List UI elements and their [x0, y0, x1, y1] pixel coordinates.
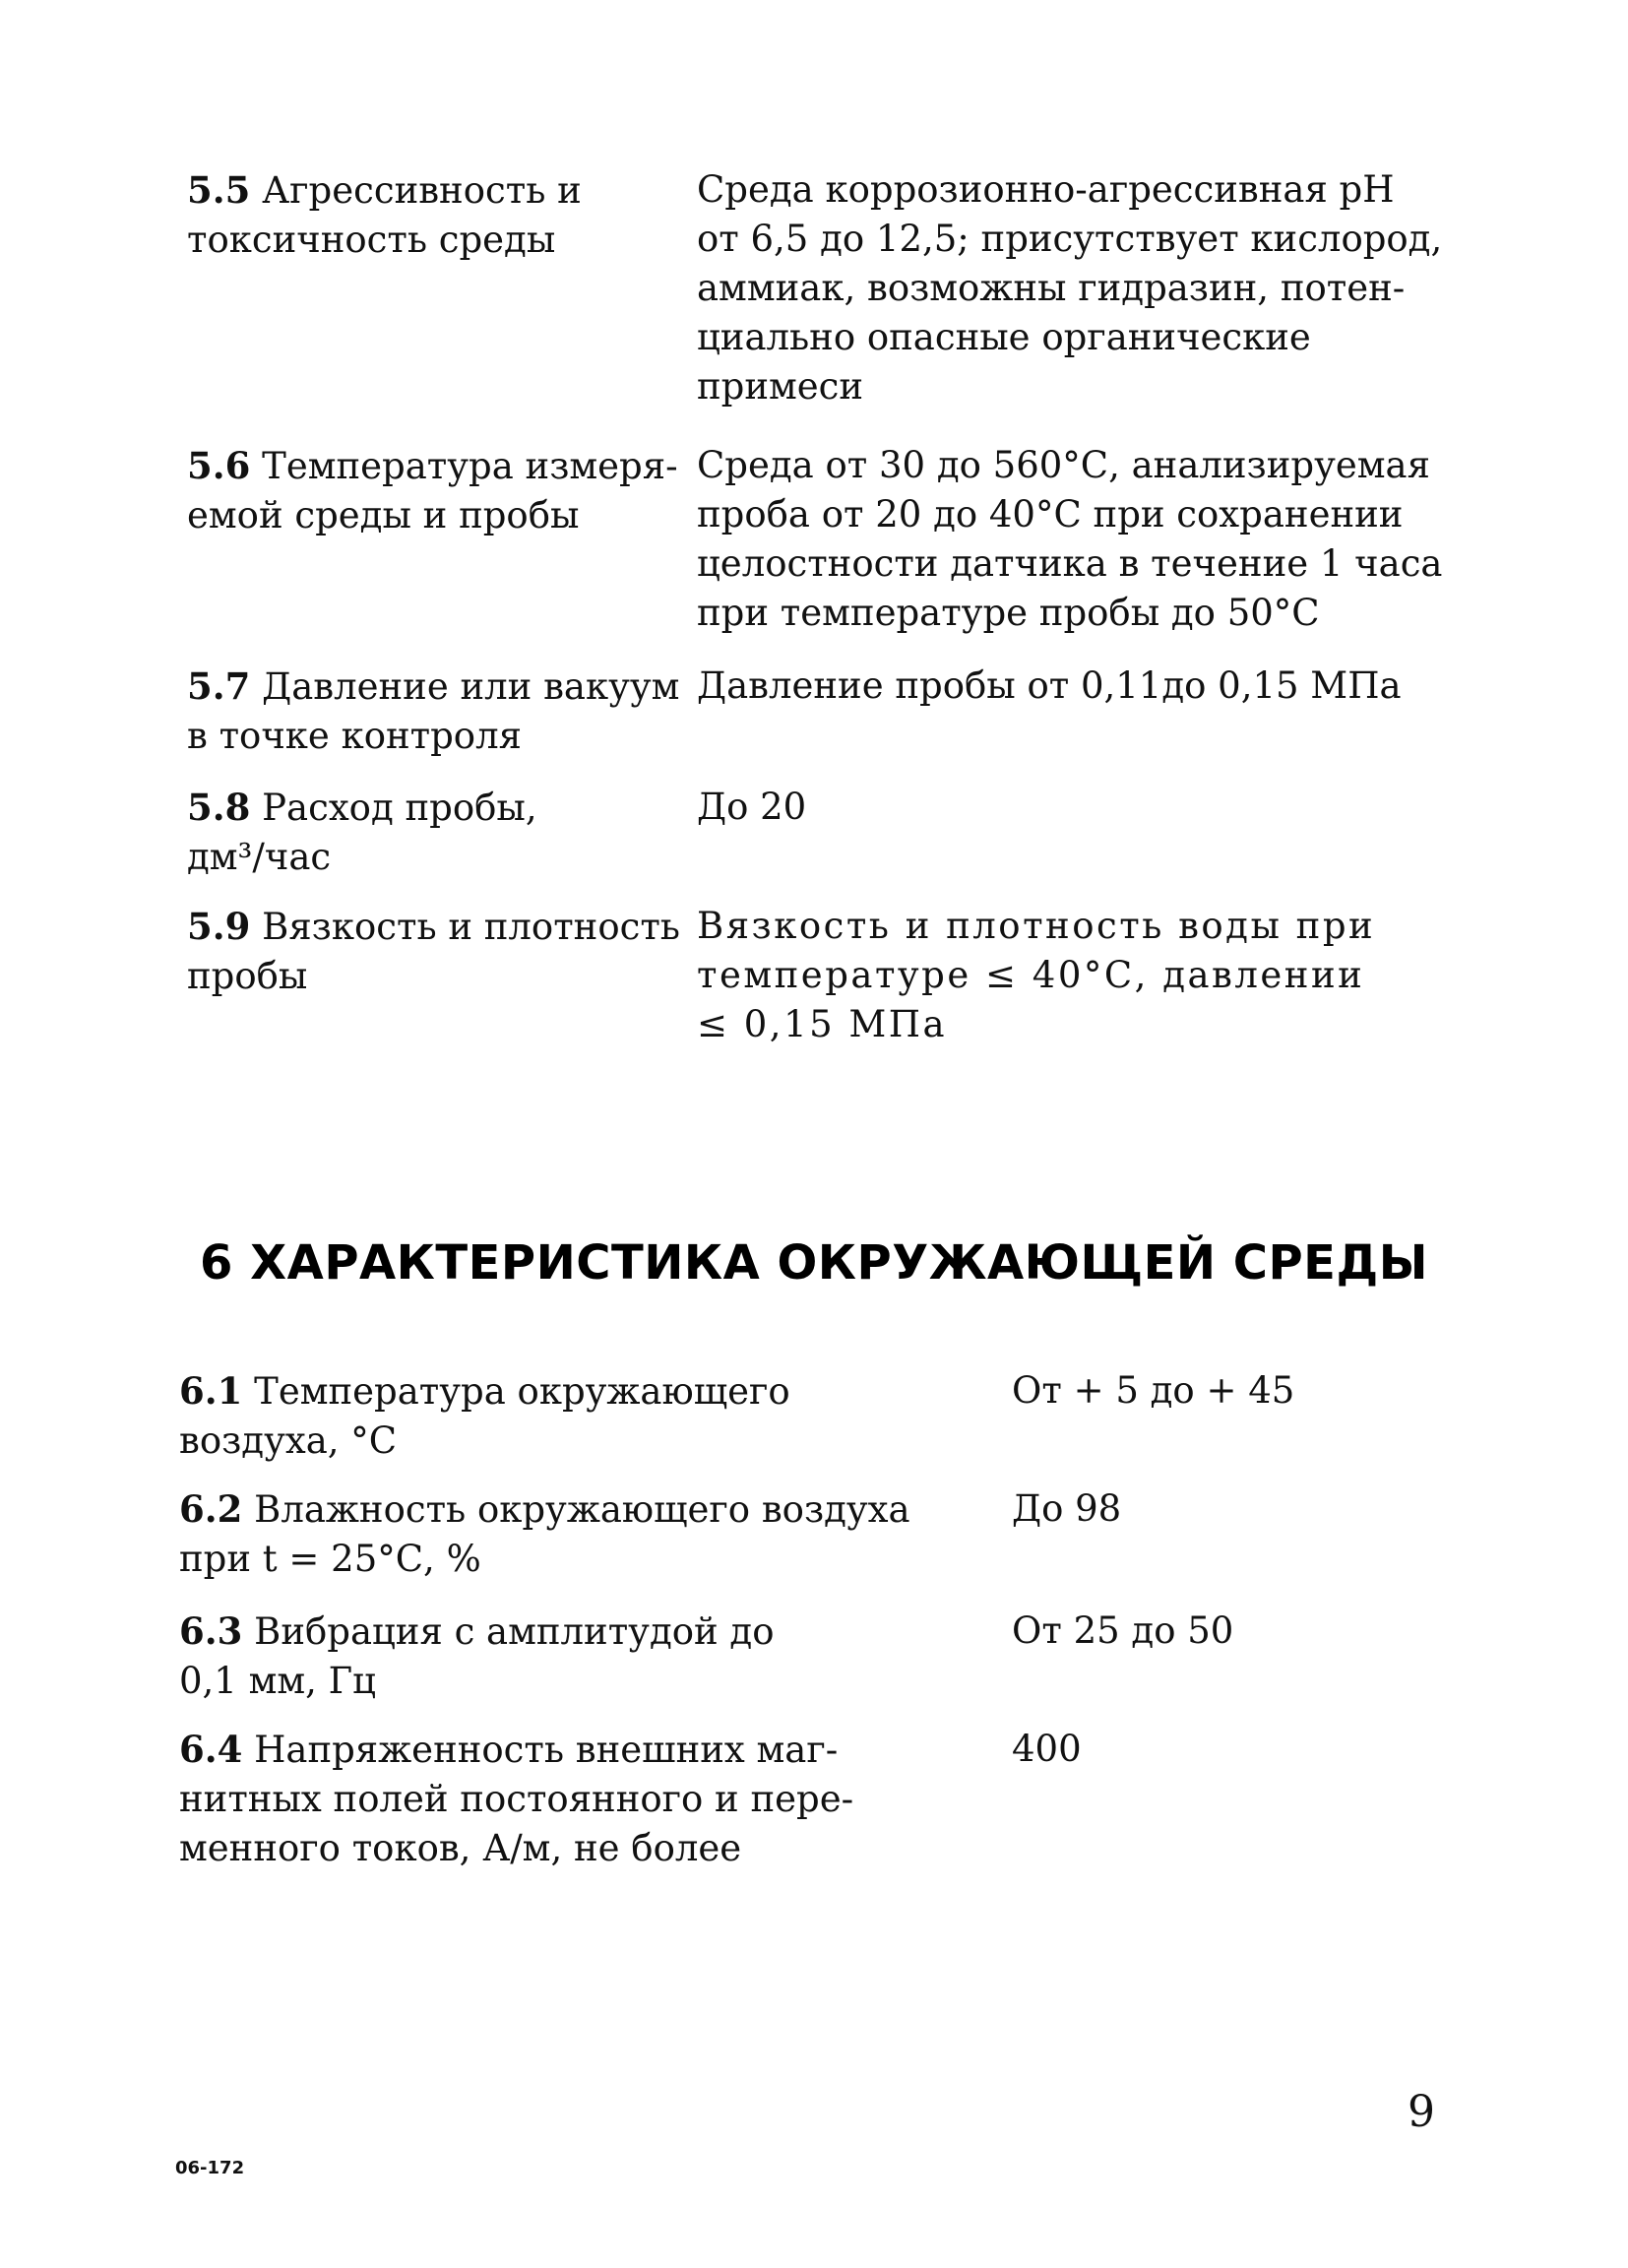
spec-label [179, 1606, 986, 1706]
spec-label [187, 165, 679, 265]
spec-value [1012, 1484, 1504, 1534]
spec-label-line: воздуха, °С [179, 1419, 398, 1462]
spec-value-line: ≤ 0,15 МПа [697, 1003, 948, 1045]
spec-label-line: Влажность окружающего воздуха [242, 1488, 910, 1531]
spec-value [697, 662, 1484, 711]
spec-value-line: От + 5 до + 45 [1012, 1369, 1295, 1412]
spec-number: 6.4 [179, 1728, 243, 1771]
spec-label [187, 783, 679, 882]
spec-value-line: примеси [697, 365, 864, 408]
spec-label [187, 441, 679, 540]
spec-number: 6.1 [179, 1369, 243, 1413]
spec-label [179, 1484, 986, 1584]
spec-value [697, 165, 1484, 411]
spec-value-line: Вязкость и плотность воды при [697, 905, 1376, 947]
spec-label-line: в точке контроля [187, 715, 522, 757]
spec-label-line: при t = 25°С, % [179, 1538, 481, 1580]
spec-label [179, 1725, 986, 1873]
spec-label-line: Вязкость и плотность [250, 906, 680, 948]
spec-value [1012, 1366, 1504, 1416]
document-code: 06-172 [175, 2158, 245, 2178]
spec-value-line: проба от 20 до 40°С при сохранении [697, 493, 1404, 536]
spec-value-line: Среда от 30 до 560°С, анализируемая [697, 444, 1430, 486]
spec-label-line: Напряженность внешних маг- [242, 1729, 839, 1771]
page-number: 9 [1408, 2087, 1435, 2137]
spec-value-line: До 98 [1012, 1487, 1122, 1530]
spec-label-line: Температура измеря- [250, 445, 678, 487]
spec-label [187, 902, 679, 1001]
spec-value-line: От 25 до 50 [1012, 1609, 1234, 1652]
spec-value-line: при температуре пробы до 50°С [697, 592, 1320, 634]
spec-number: 6.2 [179, 1487, 243, 1531]
spec-value-line: 400 [1012, 1728, 1082, 1770]
spec-label-line: менного токов, А/м, не более [179, 1827, 742, 1869]
spec-label-line: емой среды и пробы [187, 494, 580, 536]
spec-label-line: Температура окружающего [242, 1370, 790, 1413]
section-heading: 6 ХАРАКТЕРИСТИКА ОКРУЖАЮЩЕЙ СРЕДЫ [200, 1235, 1428, 1291]
spec-value-line: циально опасные органические [697, 316, 1311, 358]
spec-number: 5.5 [187, 168, 251, 212]
spec-number: 5.9 [187, 905, 251, 948]
spec-value [1012, 1725, 1504, 1774]
spec-label-line: Вибрация с амплитудой до [242, 1610, 775, 1653]
spec-value [697, 441, 1484, 638]
spec-label-line: Расход пробы, [250, 787, 537, 829]
spec-value-line: от 6,5 до 12,5; присутствует кислород, [697, 218, 1443, 260]
spec-label [179, 1366, 986, 1466]
spec-label-line: токсичность среды [187, 219, 556, 261]
spec-number: 5.6 [187, 444, 251, 487]
spec-label-line: Агрессивность и [250, 169, 582, 212]
spec-number: 6.3 [179, 1609, 243, 1653]
spec-label-line: Давление или вакуум [250, 665, 680, 708]
spec-value-line: Среда коррозионно-агрессивная pH [697, 168, 1395, 211]
spec-label-line: дм³/час [187, 836, 332, 878]
spec-value [697, 783, 1484, 832]
spec-value [1012, 1606, 1504, 1656]
spec-label-line: нитных полей постоянного и пере- [179, 1778, 854, 1820]
spec-label-line: 0,1 мм, Гц [179, 1660, 376, 1702]
spec-value-line: целостности датчика в течение 1 часа [697, 542, 1443, 585]
spec-label [187, 662, 679, 761]
spec-value-line: Давление пробы от 0,11до 0,15 МПа [697, 664, 1402, 707]
spec-value-line: До 20 [697, 786, 807, 828]
spec-number: 5.8 [187, 786, 251, 829]
spec-label-line: пробы [187, 955, 308, 997]
spec-value [697, 902, 1484, 1049]
spec-value-line: аммиак, возможны гидразин, потен- [697, 267, 1406, 309]
spec-number: 5.7 [187, 664, 251, 708]
spec-value-line: температуре ≤ 40°С, давлении [697, 954, 1365, 996]
